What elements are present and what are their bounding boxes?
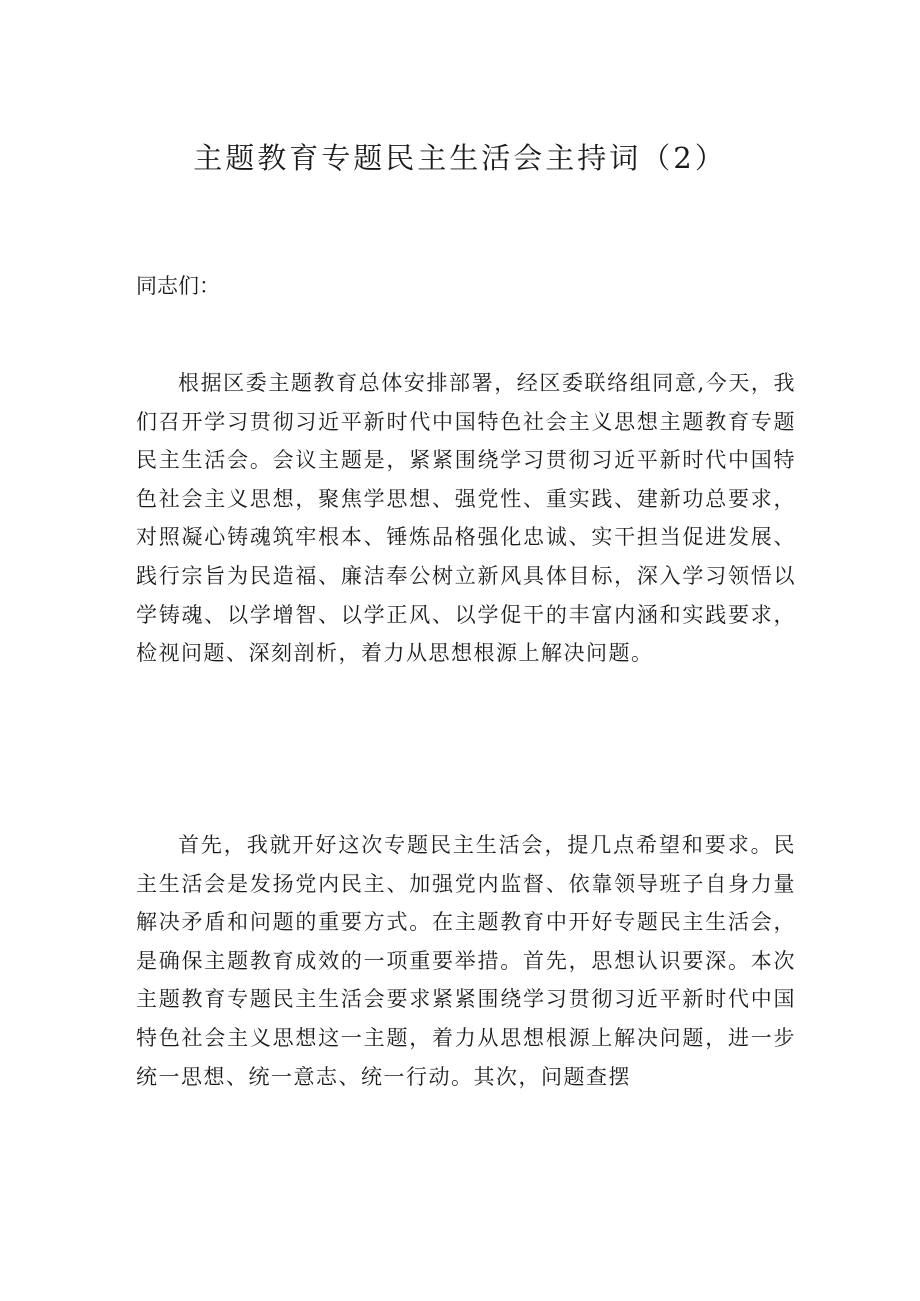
paragraph-2: 首先，我就开好这次专题民主生活会，提几点希望和要求。民主生活会是发扬党内民主、加强党内监督、依靠领导班子自身力量解决矛盾和问题的重要方式。在主题教育中开好专题民主生活会，是确保主题教育成效的一项重要举措。首先，思想认识要深。本次主题教育专题民主生活会要求紧紧围绕学习贯彻习近平新时代中国特色社会主义思想这一主题，着力从思想根源上解决问题，进一步统一思想、统一意志、统一行动。其次，问题查摆 (136, 833, 796, 1089)
document-title: 主题教育专题民主生活会主持词（2） (193, 141, 727, 175)
paragraph-1: 根据区委主题教育总体安排部署，经区委联络组同意,今天，我们召开学习贯彻习近平新时代中国特色社会主义思想主题教育专题民主生活会。会议主题是，紧紧围绕学习贯彻习近平新时代中国特色社会主义思想，聚焦学思想、强党性、重实践、建新功总要求，对照凝心铸魂筑牢根本、锤炼品格强化忠诚、实干担当促进发展、践行宗旨为民造福、廉洁奉公树立新风具体目标，深入学习领悟以学铸魂、以学增智、以学正风、以学促干的丰富内涵和实践要求，检视问题、深刻剖析，着力从思想根源上解决问题。 (136, 371, 796, 666)
salutation: 同志们： (136, 274, 220, 298)
